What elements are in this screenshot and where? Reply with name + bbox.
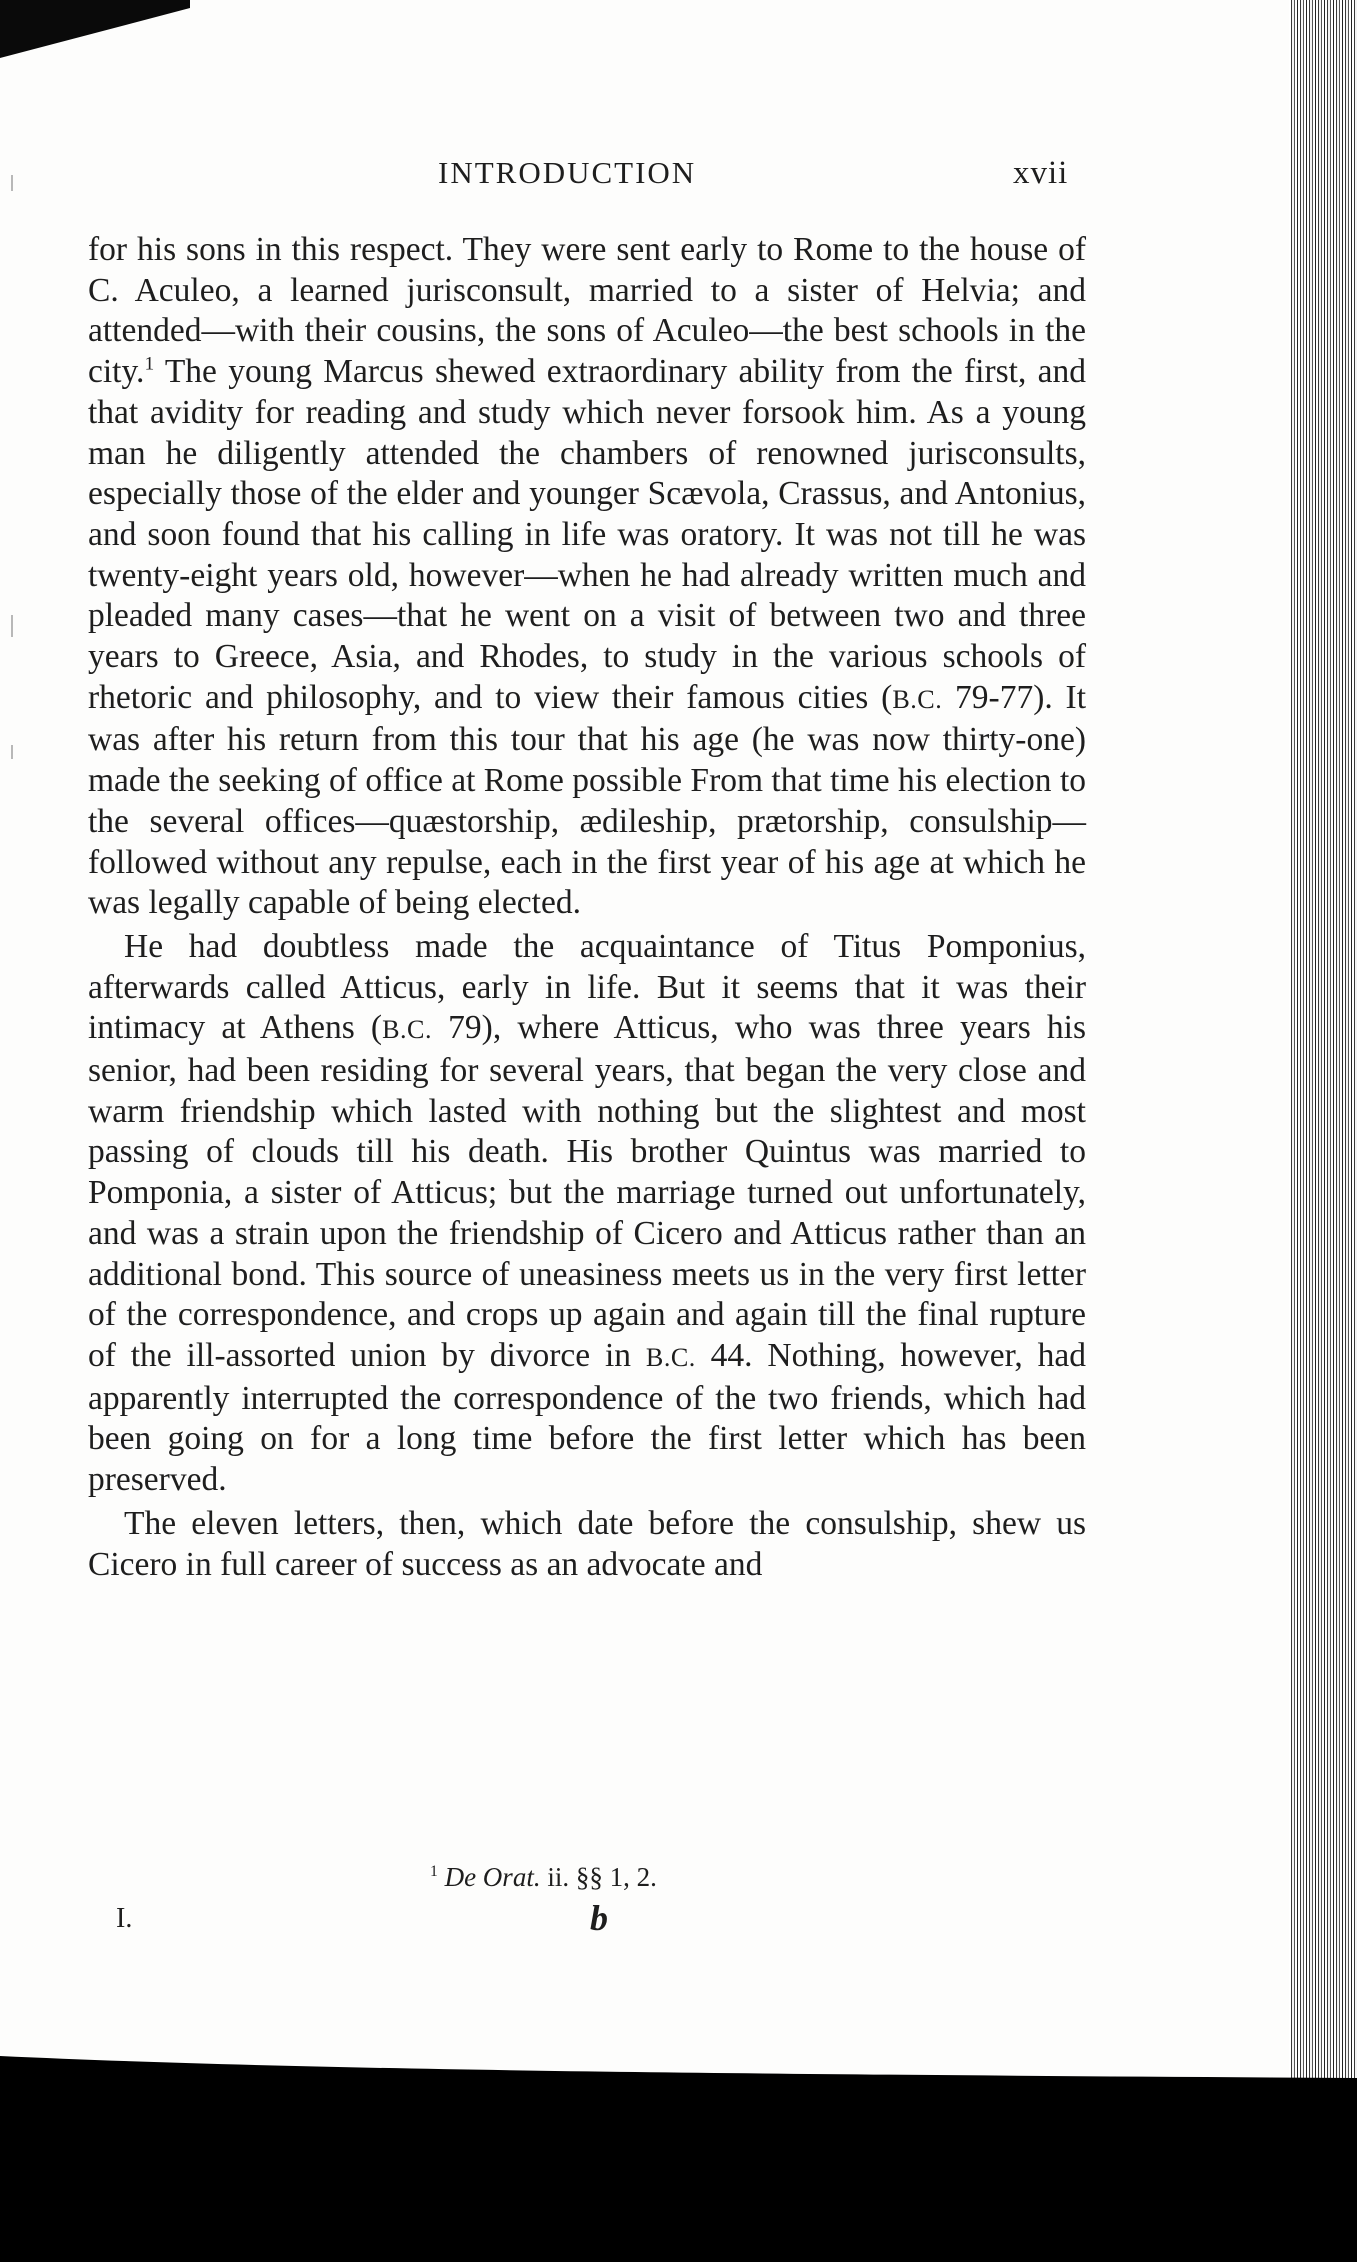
small-caps-bc: B.C. [645,1342,696,1372]
footnote-work-title: De Orat. [444,1862,541,1892]
gathering-signature: b [590,1898,608,1938]
running-head [0,155,1357,195]
footnote [430,1862,657,1893]
paragraph-1: for his sons in this respect. They were sent early to Rome to the house of C. Aculeo, a learned jurisconsult, married to a sister of Helvia; and attended—with their cousins, the sons of Aculeo—the best schools in the city.$^1$ The young Marcus shewed extraordinary ability from the first, and that avidity for reading and study which never forsook him. As a young man he diligently attended the chambers of renowned jurisconsults, especially those of the elder and younger Scævola, Crassus, and Antonius, and soon found that his calling in life was oratory. It was not till he was twenty-eight years old, however—when he had already written much and pleaded many cases—that he went on a visit of between two and three years to Greece, Asia, and Rhodes, to study in the various schools of rhetoric and philosophy, and to view their famous cities (B.C. 79-77). It was after his return from this tour that his age (he was now thirty-one) made the seeking of office at Rome possible From that time his election to the several offices—quæstorship, ædileship, prætorship, consulship—followed without any repulse, each in the first year of his age at which he was legally capable of being elected. [88,231,1086,922]
volume-signature: I. [116,1903,133,1934]
scan-bottom-border [0,2084,1357,2262]
scan-corner-shadow [0,0,190,58]
margin-speck [11,615,13,637]
small-caps-bc: B.C. [892,684,943,714]
footnote-reference: 1 [144,353,155,375]
margin-speck [11,745,13,759]
page-number: xvii [1013,155,1069,191]
footnote-citation: ii. §§ 1, 2. [540,1862,657,1892]
paragraph-3: The eleven letters, then, which date before the consulship, shew us Cicero in full career of success as an advocate and [88,1504,1086,1583]
page-binding-edge [1289,0,1357,2125]
body-text [88,230,1086,1585]
footnote-marker: 1 [430,1862,438,1880]
paragraph-2: He had doubtless made the acquaintance of Titus Pomponius, afterwards called Atticus, early in life. But it seems that it was their intimacy at Athens (B.C. 79), where Atticus, who was three years his senior, had been residing for several years, that began the very close and warm friendship which lasted with nothing but the slightest and most passing of clouds till his death. His brother Quintus was married to Pomponia, a sister of Atticus; but the marriage turned out unfortunately, and was a strain upon the friendship of Cicero and Atticus rather than an additional bond. This source of uneasiness meets us in the very first letter of the correspondence, and crops up again and again till the final rupture of the ill-assorted union by divorce in B.C. 44. Nothing, however, had apparently interrupted the correspondence of the two friends, which had been going on for a long time before the first letter which has been preserved. [88,927,1086,1499]
running-title: INTRODUCTION [438,155,697,190]
small-caps-bc: B.C. [382,1015,433,1045]
